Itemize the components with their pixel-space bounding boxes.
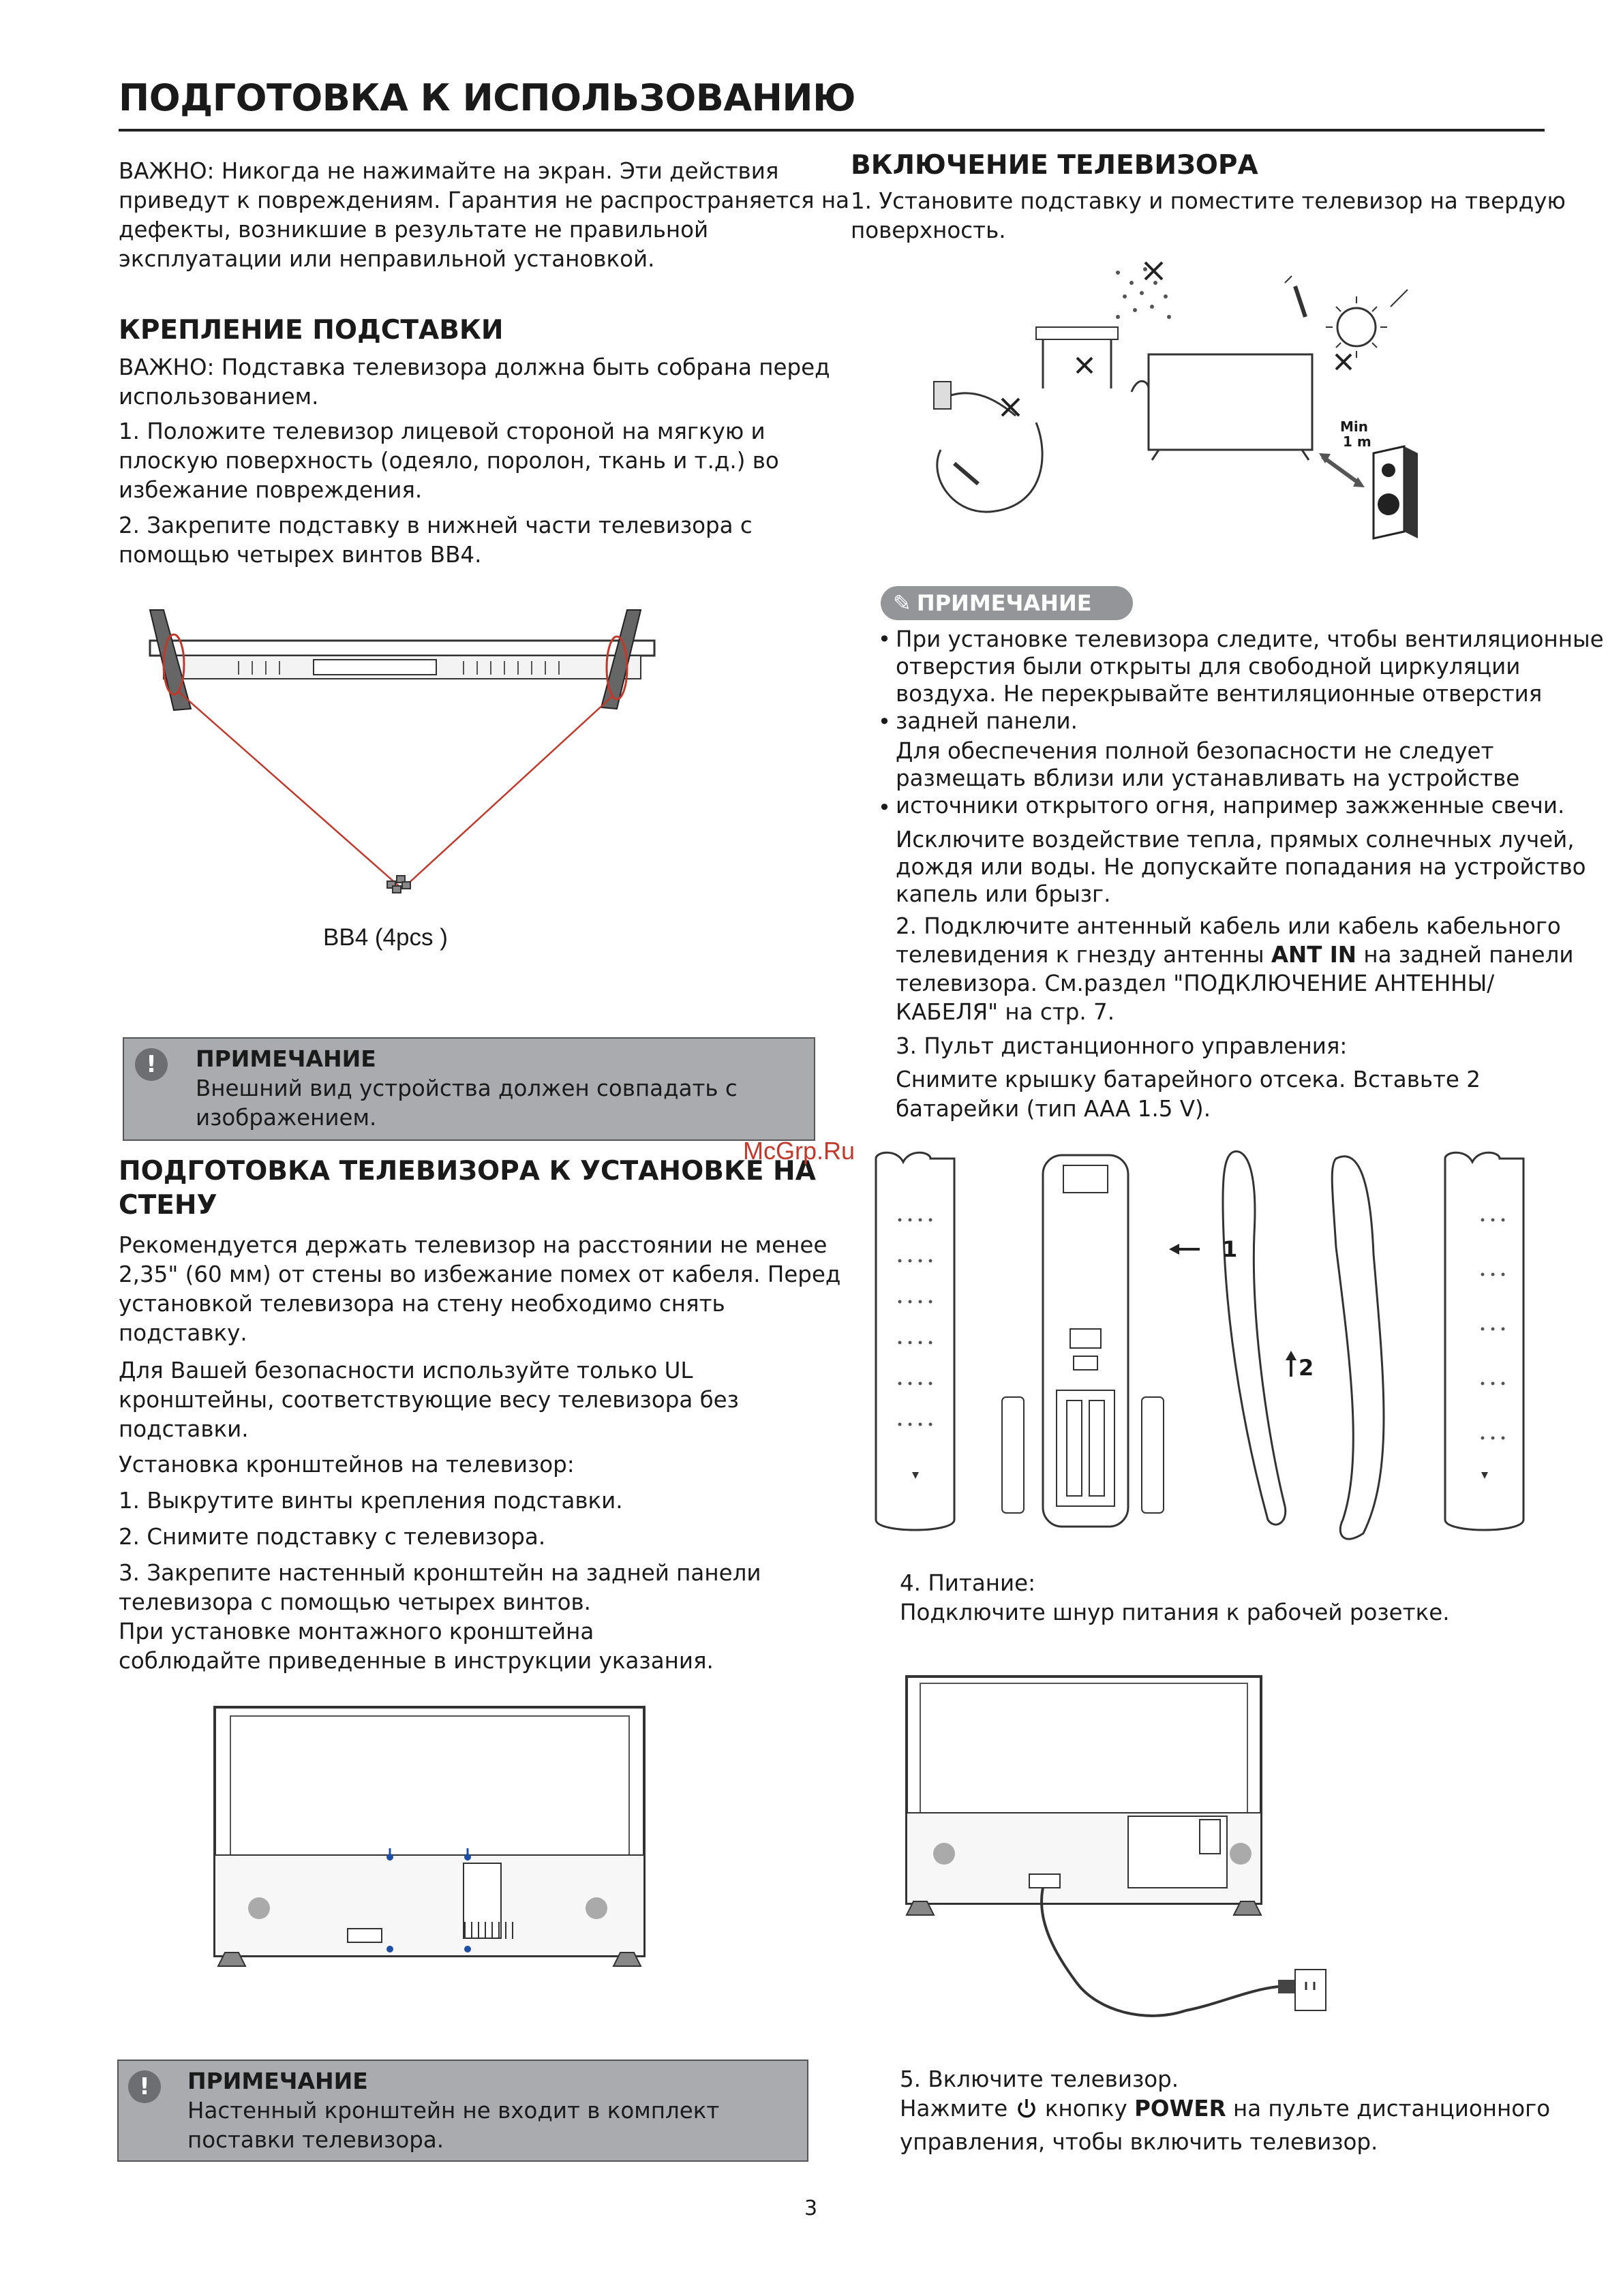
exclamation-icon: ! (135, 1048, 168, 1081)
watermark: McGrp.Ru (743, 1137, 855, 1165)
text-line: управления, чтобы включить телевизор. (900, 2129, 1378, 2155)
wall-heading (119, 1154, 816, 1223)
tv-back-wall-mount-illustration (211, 1704, 648, 1963)
text-line: плоскую поверхность (одеяло, поролон, ткань и т.д.) во (119, 448, 779, 474)
text-line: воздуха. Не перекрывайте вентиляционные отверстия (896, 681, 1543, 707)
note-pill (881, 586, 1133, 620)
stand-heading: КРЕПЛЕНИЕ ПОДСТАВКИ (119, 315, 504, 346)
text-line: ПОДГОТОВКА ТЕЛЕВИЗОРА К УСТАНОВКЕ НА (119, 1156, 816, 1187)
text-line: Внешний вид устройства должен совпадать с (196, 1075, 738, 1101)
text-line: ВАЖНО: Подставка телевизора должна быть собрана перед (119, 354, 830, 380)
tv-placement-warnings-illustration (913, 252, 1431, 545)
text-line: размещать вблизи или устанавливать на устройстве (896, 765, 1520, 791)
note-box-wall-bracket (117, 2060, 808, 2162)
text-line: При установке монтажного кронштейна (119, 1619, 594, 1644)
power-icon (1015, 2097, 1038, 2128)
text-line: 2. Подключите антенный кабель или кабель кабельного (896, 913, 1561, 939)
wall-step-1: 1. Выкрутите винты крепления подставки. (119, 1488, 623, 1514)
text-line: поставки телевизора. (187, 2127, 444, 2153)
distance-label (1340, 419, 1371, 449)
bullet-dot: • (878, 709, 891, 735)
note-text (196, 1074, 738, 1133)
text-line: задней панели. (896, 708, 1078, 734)
stand-attachment-illustration (136, 600, 668, 893)
text-line: Для Вашей безопасности используйте только UL (119, 1358, 693, 1383)
note-title: ПРИМЕЧАНИЕ (196, 1045, 376, 1072)
power-keyword: POWER (1134, 2096, 1226, 2122)
text-line: использованием. (119, 384, 319, 410)
wall-step-2: 2. Снимите подставку с телевизора. (119, 1524, 546, 1550)
text-line: Подключите шнур питания к рабочей розетке. (900, 1599, 1450, 1625)
power-heading: ВКЛЮЧЕНИЕ ТЕЛЕВИЗОРА (851, 150, 1258, 181)
step-arrow-label-1: 1 (1222, 1236, 1238, 1262)
note-bullet-2 (896, 737, 1564, 819)
remote-battery-illustration (866, 1152, 1541, 1533)
text-line: 1 m (1343, 433, 1371, 450)
text-line: Min (1340, 418, 1368, 435)
text-line: 2,35" (60 мм) от стены во избежание помех от кабеля. Перед (119, 1261, 841, 1287)
bullet-dot: • (878, 626, 891, 652)
stand-paragraph-1 (119, 353, 830, 412)
note-box-appearance (123, 1037, 815, 1141)
power-paragraph-1 (851, 187, 1566, 245)
bullet-dot: • (878, 795, 891, 821)
text-line: СТЕНУ (119, 1190, 217, 1221)
text-line: приведут к повреждениям. Гарантия не распространяется на (119, 187, 850, 213)
text-span: Нажмите (900, 2096, 1015, 2122)
text-line: батарейки (тип AAA 1.5 V). (896, 1096, 1211, 1122)
title-divider (119, 129, 1545, 132)
stand-paragraph-2 (119, 417, 779, 505)
note-bullet-3 (896, 826, 1586, 908)
wall-paragraph-1 (119, 1231, 840, 1348)
text-line (900, 2094, 1550, 2128)
note-text (187, 2096, 719, 2155)
step-arrow-label-2: 2 (1299, 1355, 1314, 1381)
text-line: подставку. (119, 1320, 247, 1346)
text-span: кнопку (1037, 2096, 1135, 2122)
wall-step-3 (119, 1559, 761, 1676)
text-line: телевизора с помощью четырех винтов. (119, 1589, 592, 1615)
text-line: При установке телевизора следите, чтобы вентиляционные (896, 626, 1604, 652)
text-span: телевидения к гнезду антенны (896, 942, 1271, 968)
text-line: телевизора. См.раздел "ПОДКЛЮЧЕНИЕ АНТЕННЫ/ (896, 970, 1495, 996)
screw-label: BB4 (4pcs ) (323, 924, 448, 951)
text-line: источники открытого огня, например зажженные свечи. (896, 793, 1565, 818)
text-line: Рекомендуется держать телевизор на расстоянии не менее (119, 1232, 828, 1258)
step-3-remote (896, 1032, 1481, 1124)
text-line: соблюдайте приведенные в инструкции указания. (119, 1648, 714, 1674)
text-line: избежание повреждения. (119, 477, 423, 503)
text-line: 5. Включите телевизор. (900, 2066, 1179, 2092)
page-number: 3 (804, 2196, 818, 2220)
wall-paragraph-3: Установка кронштейнов на телевизор: (119, 1452, 575, 1478)
text-line: капель или брызг. (896, 881, 1111, 907)
text-span: на задней панели (1356, 942, 1574, 968)
text-line: подставки. (119, 1416, 249, 1442)
text-line: помощью четырех винтов BB4. (119, 542, 482, 568)
text-line: 1. Установите подставку и поместите телевизор на твердую (851, 188, 1566, 214)
text-line: Настенный кронштейн не входит в комплект (187, 2098, 720, 2124)
text-line: 4. Питание: (900, 1570, 1036, 1596)
wall-paragraph-2 (119, 1356, 739, 1444)
ant-in-keyword: ANT IN (1271, 942, 1357, 968)
text-line: КАБЕЛЯ" на стр. 7. (896, 999, 1115, 1025)
note-pill-label: ПРИМЕЧАНИЕ (916, 590, 1092, 616)
intro-paragraph (119, 157, 849, 274)
text-line: отверстия были открыты для свободной циркуляции (896, 654, 1521, 679)
text-line: 3. Пульт дистанционного управления: (896, 1033, 1348, 1059)
text-line: эксплуатации или неправильной установкой. (119, 246, 655, 272)
step-4-power (900, 1569, 1450, 1627)
text-line: 2. Закрепите подставку в нижней части телевизора с (119, 512, 753, 538)
stand-paragraph-3 (119, 511, 753, 570)
note-bullet-1 (896, 626, 1604, 735)
text-line: 3. Закрепите настенный кронштейн на задней панели (119, 1560, 761, 1586)
note-title: ПРИМЕЧАНИЕ (187, 2068, 368, 2094)
text-line: дефекты, возникшие в результате не правильной (119, 217, 709, 243)
text-line (896, 940, 1574, 969)
step-5-turn-on (900, 2065, 1550, 2157)
tv-power-cord-illustration (900, 1670, 1343, 2024)
text-line: кронштейны, соответствующие весу телевизора без (119, 1387, 739, 1413)
page-title: ПОДГОТОВКА К ИСПОЛЬЗОВАНИЮ (119, 76, 856, 119)
note-pencil-icon: ✎ (893, 590, 911, 616)
text-line: поверхность. (851, 217, 1006, 243)
exclamation-icon: ! (128, 2070, 161, 2103)
text-line: установкой телевизора на стену необходимо снять (119, 1291, 725, 1317)
text-line: Для обеспечения полной безопасности не следует (896, 738, 1494, 764)
text-span: на пульте дистанционного (1226, 2096, 1551, 2122)
text-line: ВАЖНО: Никогда не нажимайте на экран. Эти действия (119, 158, 779, 184)
step-2-antenna (896, 912, 1574, 1026)
text-line: Исключите воздействие тепла, прямых солнечных лучей, (896, 827, 1575, 853)
text-line: дождя или воды. Не допускайте попадания на устройство (896, 854, 1586, 880)
text-line: Снимите крышку батарейного отсека. Вставьте 2 (896, 1067, 1481, 1092)
text-line: изображением. (196, 1105, 377, 1131)
text-line: 1. Положите телевизор лицевой стороной на мягкую и (119, 418, 765, 444)
